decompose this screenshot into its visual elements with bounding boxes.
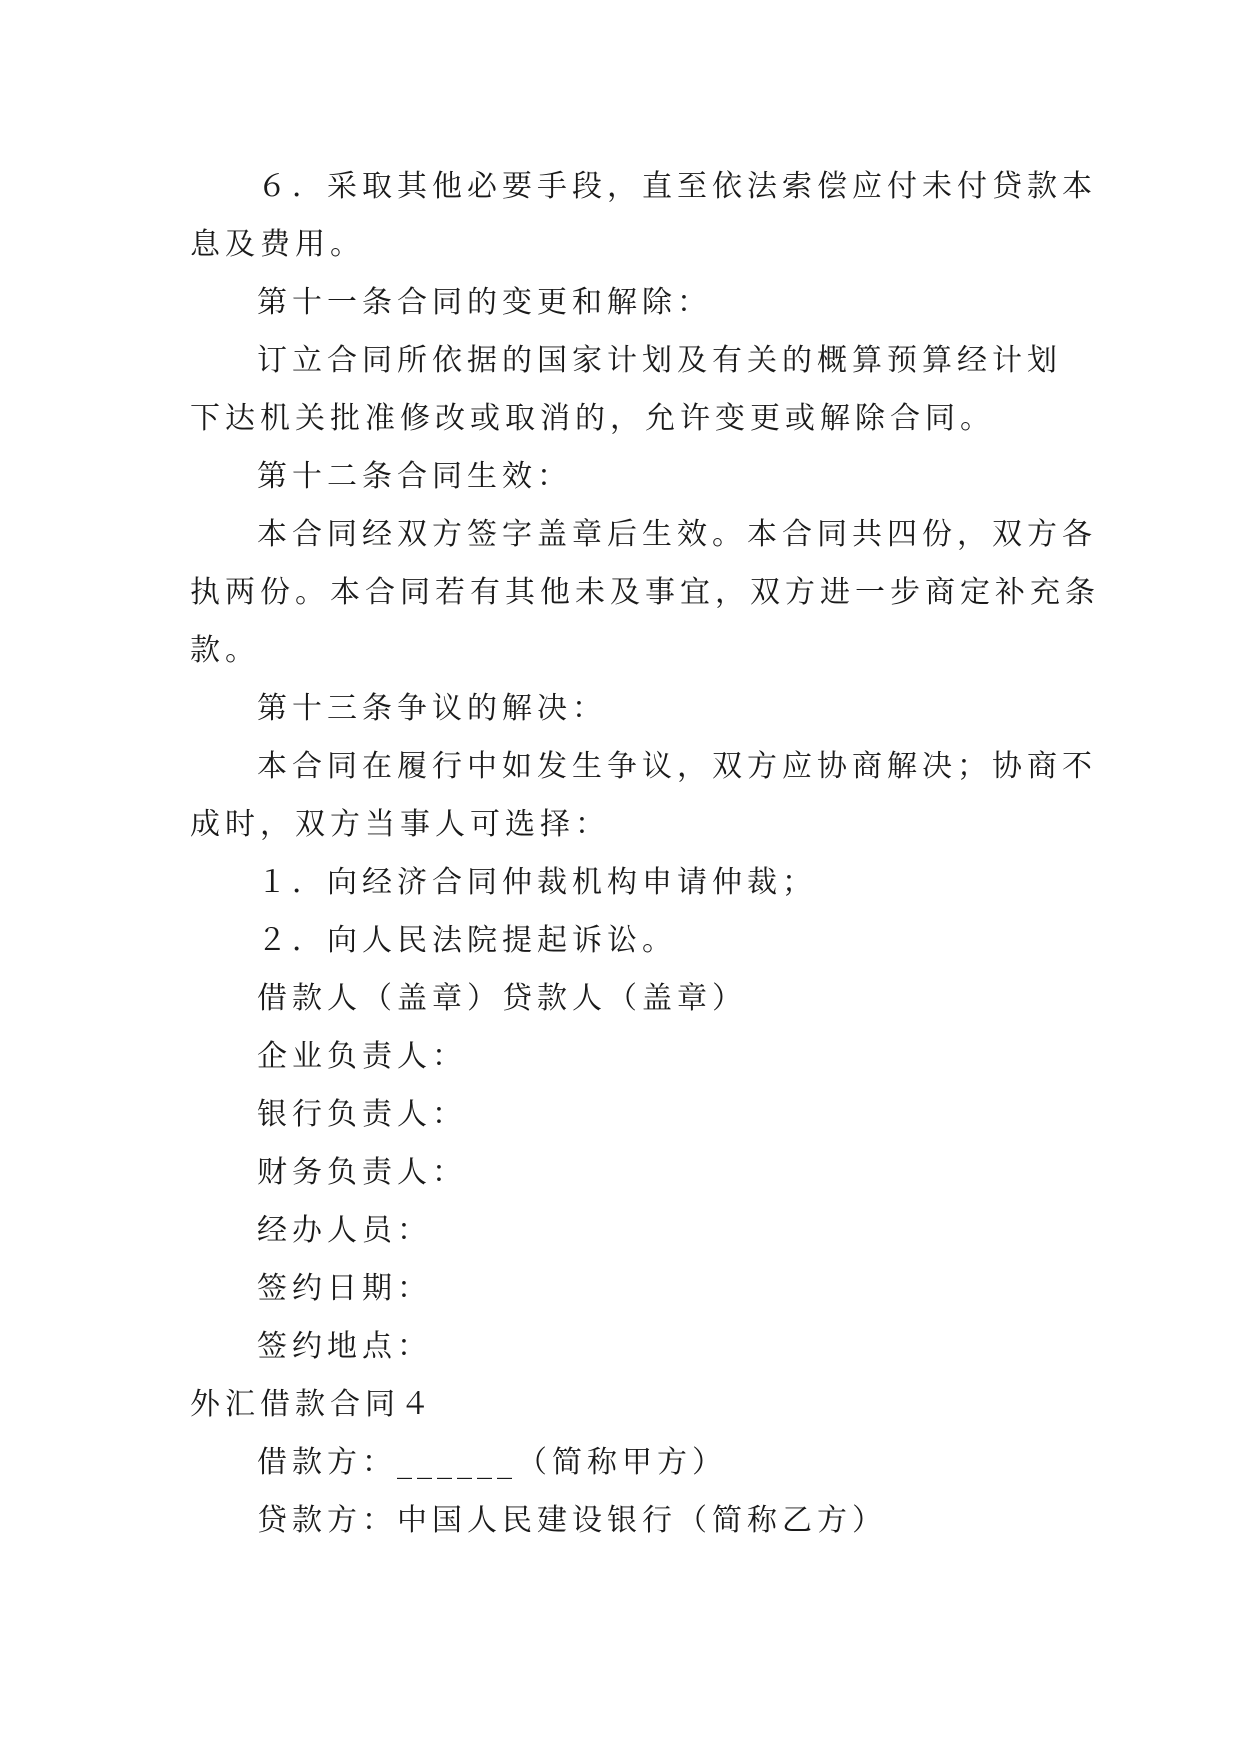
section-heading: 第十一条合同的变更和解除： xyxy=(257,285,712,320)
signature-field: 经办人员： xyxy=(257,1213,432,1248)
signature-field: 签约地点： xyxy=(257,1329,432,1364)
section-heading: 第十二条合同生效： xyxy=(257,459,572,494)
signature-line: 借款人（盖章）贷款人（盖章） xyxy=(257,981,747,1016)
signature-field: 企业负责人： xyxy=(257,1039,467,1074)
signature-field: 签约日期： xyxy=(257,1271,432,1306)
text-line: 订立合同所依据的国家计划及有关的概算预算经计划 xyxy=(257,343,1062,378)
text-line: 本合同在履行中如发生争议，双方应协商解决；协商不 xyxy=(257,749,1097,784)
text-line: 本合同经双方签字盖章后生效。本合同共四份，双方各 xyxy=(257,517,1097,552)
text-line: 款。 xyxy=(190,633,260,668)
document-title: 外汇借款合同４ xyxy=(190,1387,435,1422)
signature-field: 财务负责人： xyxy=(257,1155,467,1190)
text-line: ６．采取其他必要手段，直至依法索偿应付未付贷款本 xyxy=(257,169,1097,204)
list-item: １．向经济合同仲裁机构申请仲裁； xyxy=(257,865,817,900)
text-line: 成时，双方当事人可选择： xyxy=(190,807,610,842)
text-line: 执两份。本合同若有其他未及事宜，双方进一步商定补充条 xyxy=(190,575,1100,610)
text-line: 息及费用。 xyxy=(190,227,365,262)
party-line: 贷款方：中国人民建设银行（简称乙方） xyxy=(257,1503,887,1538)
list-item: ２．向人民法院提起诉讼。 xyxy=(257,923,677,958)
party-line: 借款方：______（简称甲方） xyxy=(257,1445,727,1480)
text-line: 下达机关批准修改或取消的，允许变更或解除合同。 xyxy=(190,401,995,436)
section-heading: 第十三条争议的解决： xyxy=(257,691,607,726)
signature-field: 银行负责人： xyxy=(257,1097,467,1132)
